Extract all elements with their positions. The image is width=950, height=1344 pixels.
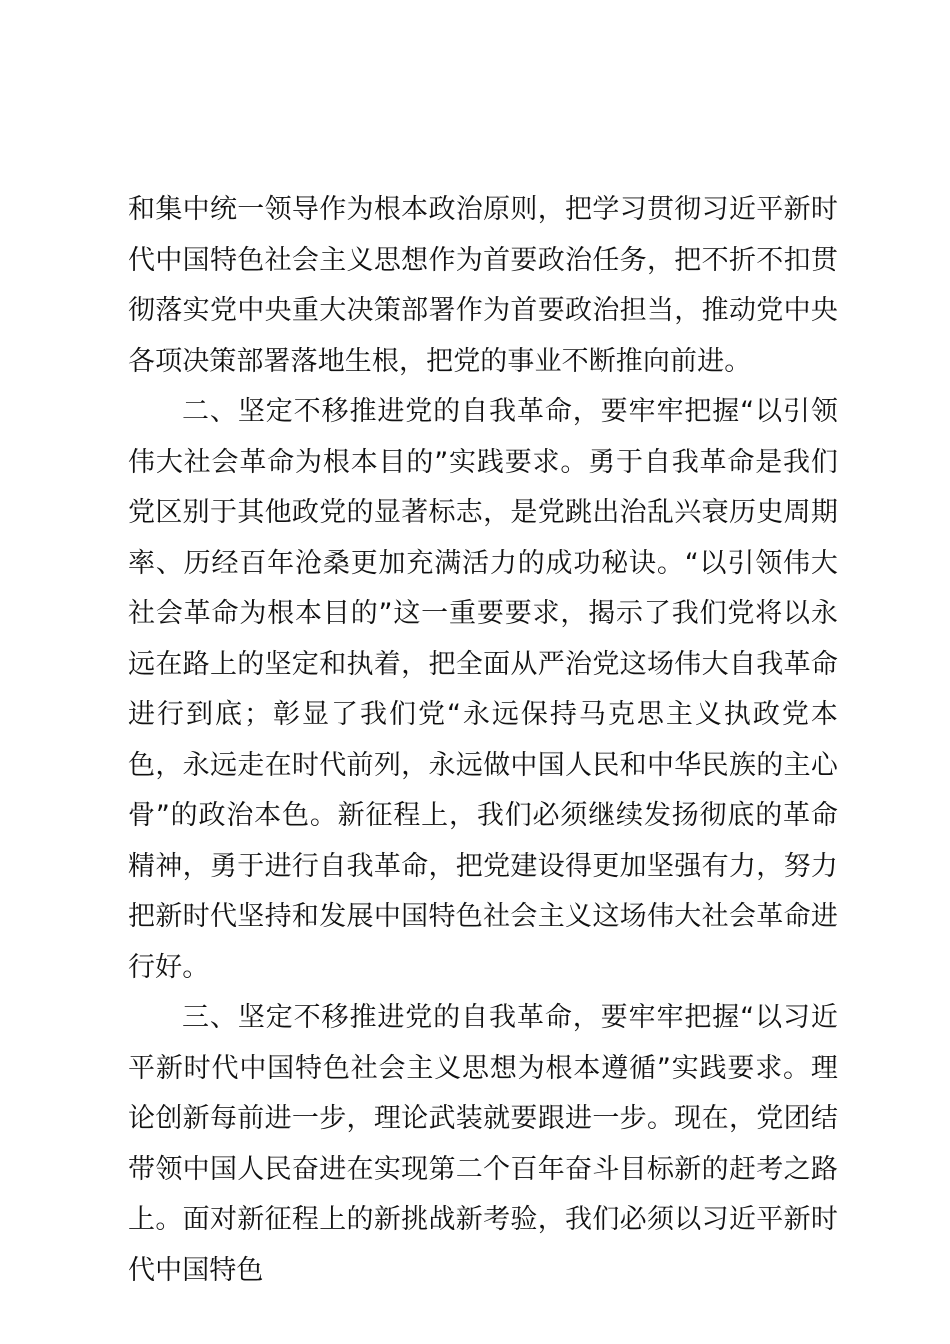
paragraph-continuation: 和集中统一领导作为根本政治原则，把学习贯彻习近平新时代中国特色社会主义思想作为首要政治任务，把不折不扣贯彻落实党中央重大决策部署作为首要政治担当，推动党中央各项决策部署落地生根，把党的事业不断推向前进。 — [128, 194, 838, 377]
paragraph-section-two: 二、坚定不移推进党的自我革命，要牢牢把握“以引领伟大社会革命为根本目的”实践要求。勇于自我革命是我们党区别于其他政党的显著标志，是党跳出治乱兴衰历史周期率、历经百年沧桑更加充满活力的成功秘诀。“以引领伟大社会革命为根本目的”这一重要要求，揭示了我们党将以永远在路上的坚定和执着，把全面从严治党这场伟大自我革命进行到底；彰显了我们党“永远保持马克思主义执政党本色，永远走在时代前列，永远做中国人民和中华民族的主心骨”的政治本色。新征程上，我们必须继续发扬彻底的革命精神，勇于进行自我革命，把党建设得更加坚强有力，努力把新时代坚持和发展中国特色社会主义这场伟大社会革命进行好。 — [128, 396, 838, 983]
document-body — [128, 185, 838, 1296]
paragraph-section-three: 三、坚定不移推进党的自我革命，要牢牢把握“以习近平新时代中国特色社会主义思想为根本遵循”实践要求。理论创新每前进一步，理论武装就要跟进一步。现在，党团结带领中国人民奋进在实现第二个百年奋斗目标新的赶考之路上。面对新征程上的新挑战新考验，我们必须以习近平新时代中国特色 — [128, 1002, 838, 1286]
